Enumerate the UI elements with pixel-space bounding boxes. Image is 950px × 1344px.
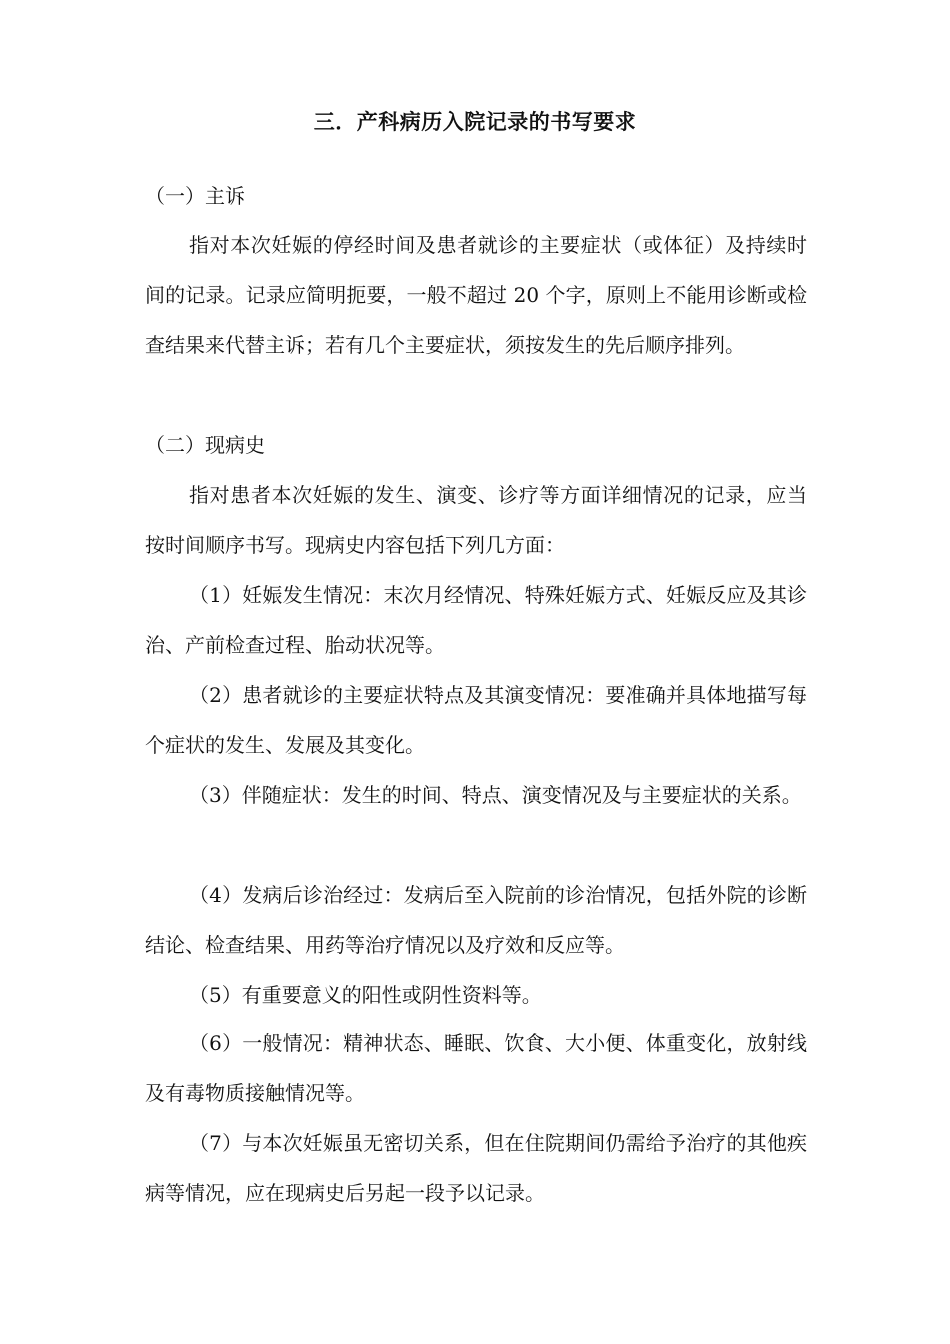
paragraph-item-1: （1）妊娠发生情况：末次月经情况、特殊妊娠方式、妊娠反应及其诊治、产前检查过程、胎动状况等。 — [145, 583, 807, 657]
paragraph-item-7: （7）与本次妊娠虽无密切关系，但在住院期间仍需给予治疗的其他疾病等情况，应在现病史后另起一段予以记录。 — [145, 1131, 807, 1205]
page-title: 三．产科病历入院记录的书写要求 — [313, 109, 637, 134]
section-heading-chief-complaint: （一）主诉 — [145, 184, 245, 208]
paragraph-chief-complaint: 指对本次妊娠的停经时间及患者就诊的主要症状（或体征）及持续时间的记录。记录应简明扼要，一般不超过 20 个字，原则上不能用诊断或检查结果来代替主诉；若有几个主要症状，须按发生的先后顺序排列。 — [145, 233, 807, 357]
paragraph-item-4: （4）发病后诊治经过：发病后至入院前的诊治情况，包括外院的诊断结论、检查结果、用药等治疗情况以及疗效和反应等。 — [145, 883, 807, 957]
paragraph-item-3: （3）伴随症状：发生的时间、特点、演变情况及与主要症状的关系。 — [189, 783, 802, 807]
paragraph-present-illness-intro: 指对患者本次妊娠的发生、演变、诊疗等方面详细情况的记录，应当按时间顺序书写。现病史内容包括下列几方面： — [145, 483, 807, 557]
section-heading-present-illness: （二）现病史 — [145, 433, 265, 457]
paragraph-item-6: （6）一般情况：精神状态、睡眠、饮食、大小便、体重变化，放射线及有毒物质接触情况等。 — [145, 1031, 807, 1105]
paragraph-item-5: （5）有重要意义的阳性或阴性资料等。 — [189, 983, 542, 1007]
paragraph-item-2: （2）患者就诊的主要症状特点及其演变情况：要准确并具体地描写每个症状的发生、发展及其变化。 — [145, 683, 807, 757]
